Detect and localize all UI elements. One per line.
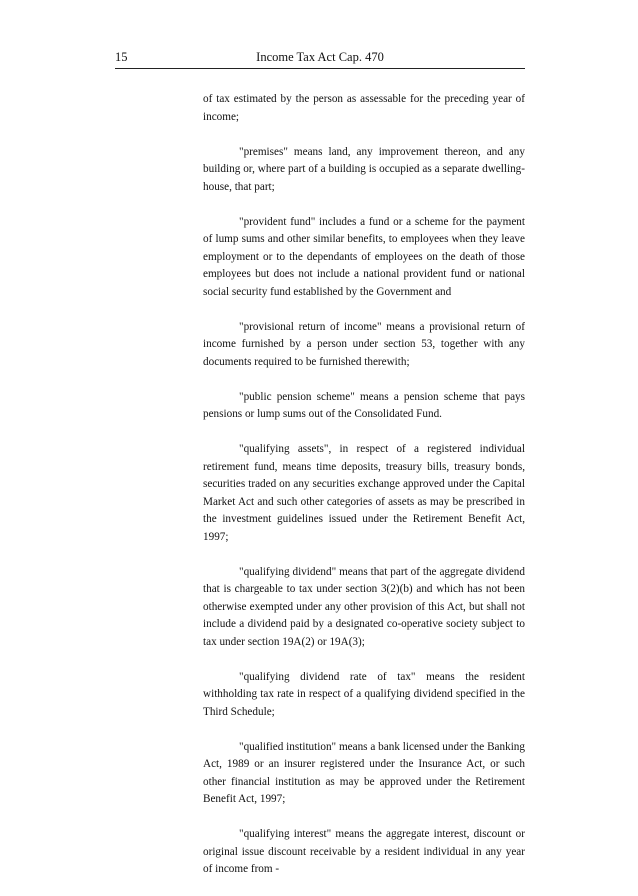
definition-qualifying-assets: "qualifying assets", in respect of a registered individual retirement fund, means time deposits, treasury bills, treasury bonds, securities traded on any securities exchange approved under the Capital Market Act and such other categories of assets as may be prescribed in the investment guidelines issued under the Retirement Benefit Act, 1997; [203,443,525,543]
page-header [115,50,525,69]
running-head-title: Income Tax Act Cap. 470 [256,50,384,64]
definition-public-pension-scheme: "public pension scheme" means a pension scheme that pays pensions or lump sums out of the Consolidated Fund. [203,390,525,420]
definition-qualifying-dividend-rate: "qualifying dividend rate of tax" means the resident withholding tax rate in respect of a qualifying dividend specified in the Third Schedule; [203,670,525,718]
definition-qualified-institution: "qualified institution" means a bank licensed under the Banking Act, 1989 or an insurer registered under the Insurance Act, or such other financial institution as may be approved under the Retirement Benefit Act, 1997; [203,740,525,805]
paragraph-continuation: of tax estimated by the person as assessable for the preceding year of income; [203,93,525,123]
definition-provident-fund: "provident fund" includes a fund or a scheme for the payment of lump sums and other similar benefits, to employees when they leave employment or to the dependants of employees on the death of those employees but does not include a national provident fund or national social security fund established by the Government and [203,215,525,298]
definition-qualifying-interest: "qualifying interest" means the aggregate interest, discount or original issue discount receivable by a resident individual in any year of income from - [203,828,525,875]
body-text [203,91,525,896]
page-number: 15 [115,50,128,64]
definition-premises: "premises" means land, any improvement thereon, and any building or, where part of a building is occupied as a separate dwelling-house, that part; [203,145,525,193]
definition-qualifying-dividend: "qualifying dividend" means that part of the aggregate dividend that is chargeable to tax under section 3(2)(b) and which has not been otherwise exempted under any other provision of this Act, but shall not include a dividend paid by a designated co-operative society subject to tax under section 19A(2) or 19A(3); [203,565,525,648]
definition-provisional-return: "provisional return of income" means a provisional return of income furnished by a person under section 53, together with any documents required to be furnished therewith; [203,320,525,368]
